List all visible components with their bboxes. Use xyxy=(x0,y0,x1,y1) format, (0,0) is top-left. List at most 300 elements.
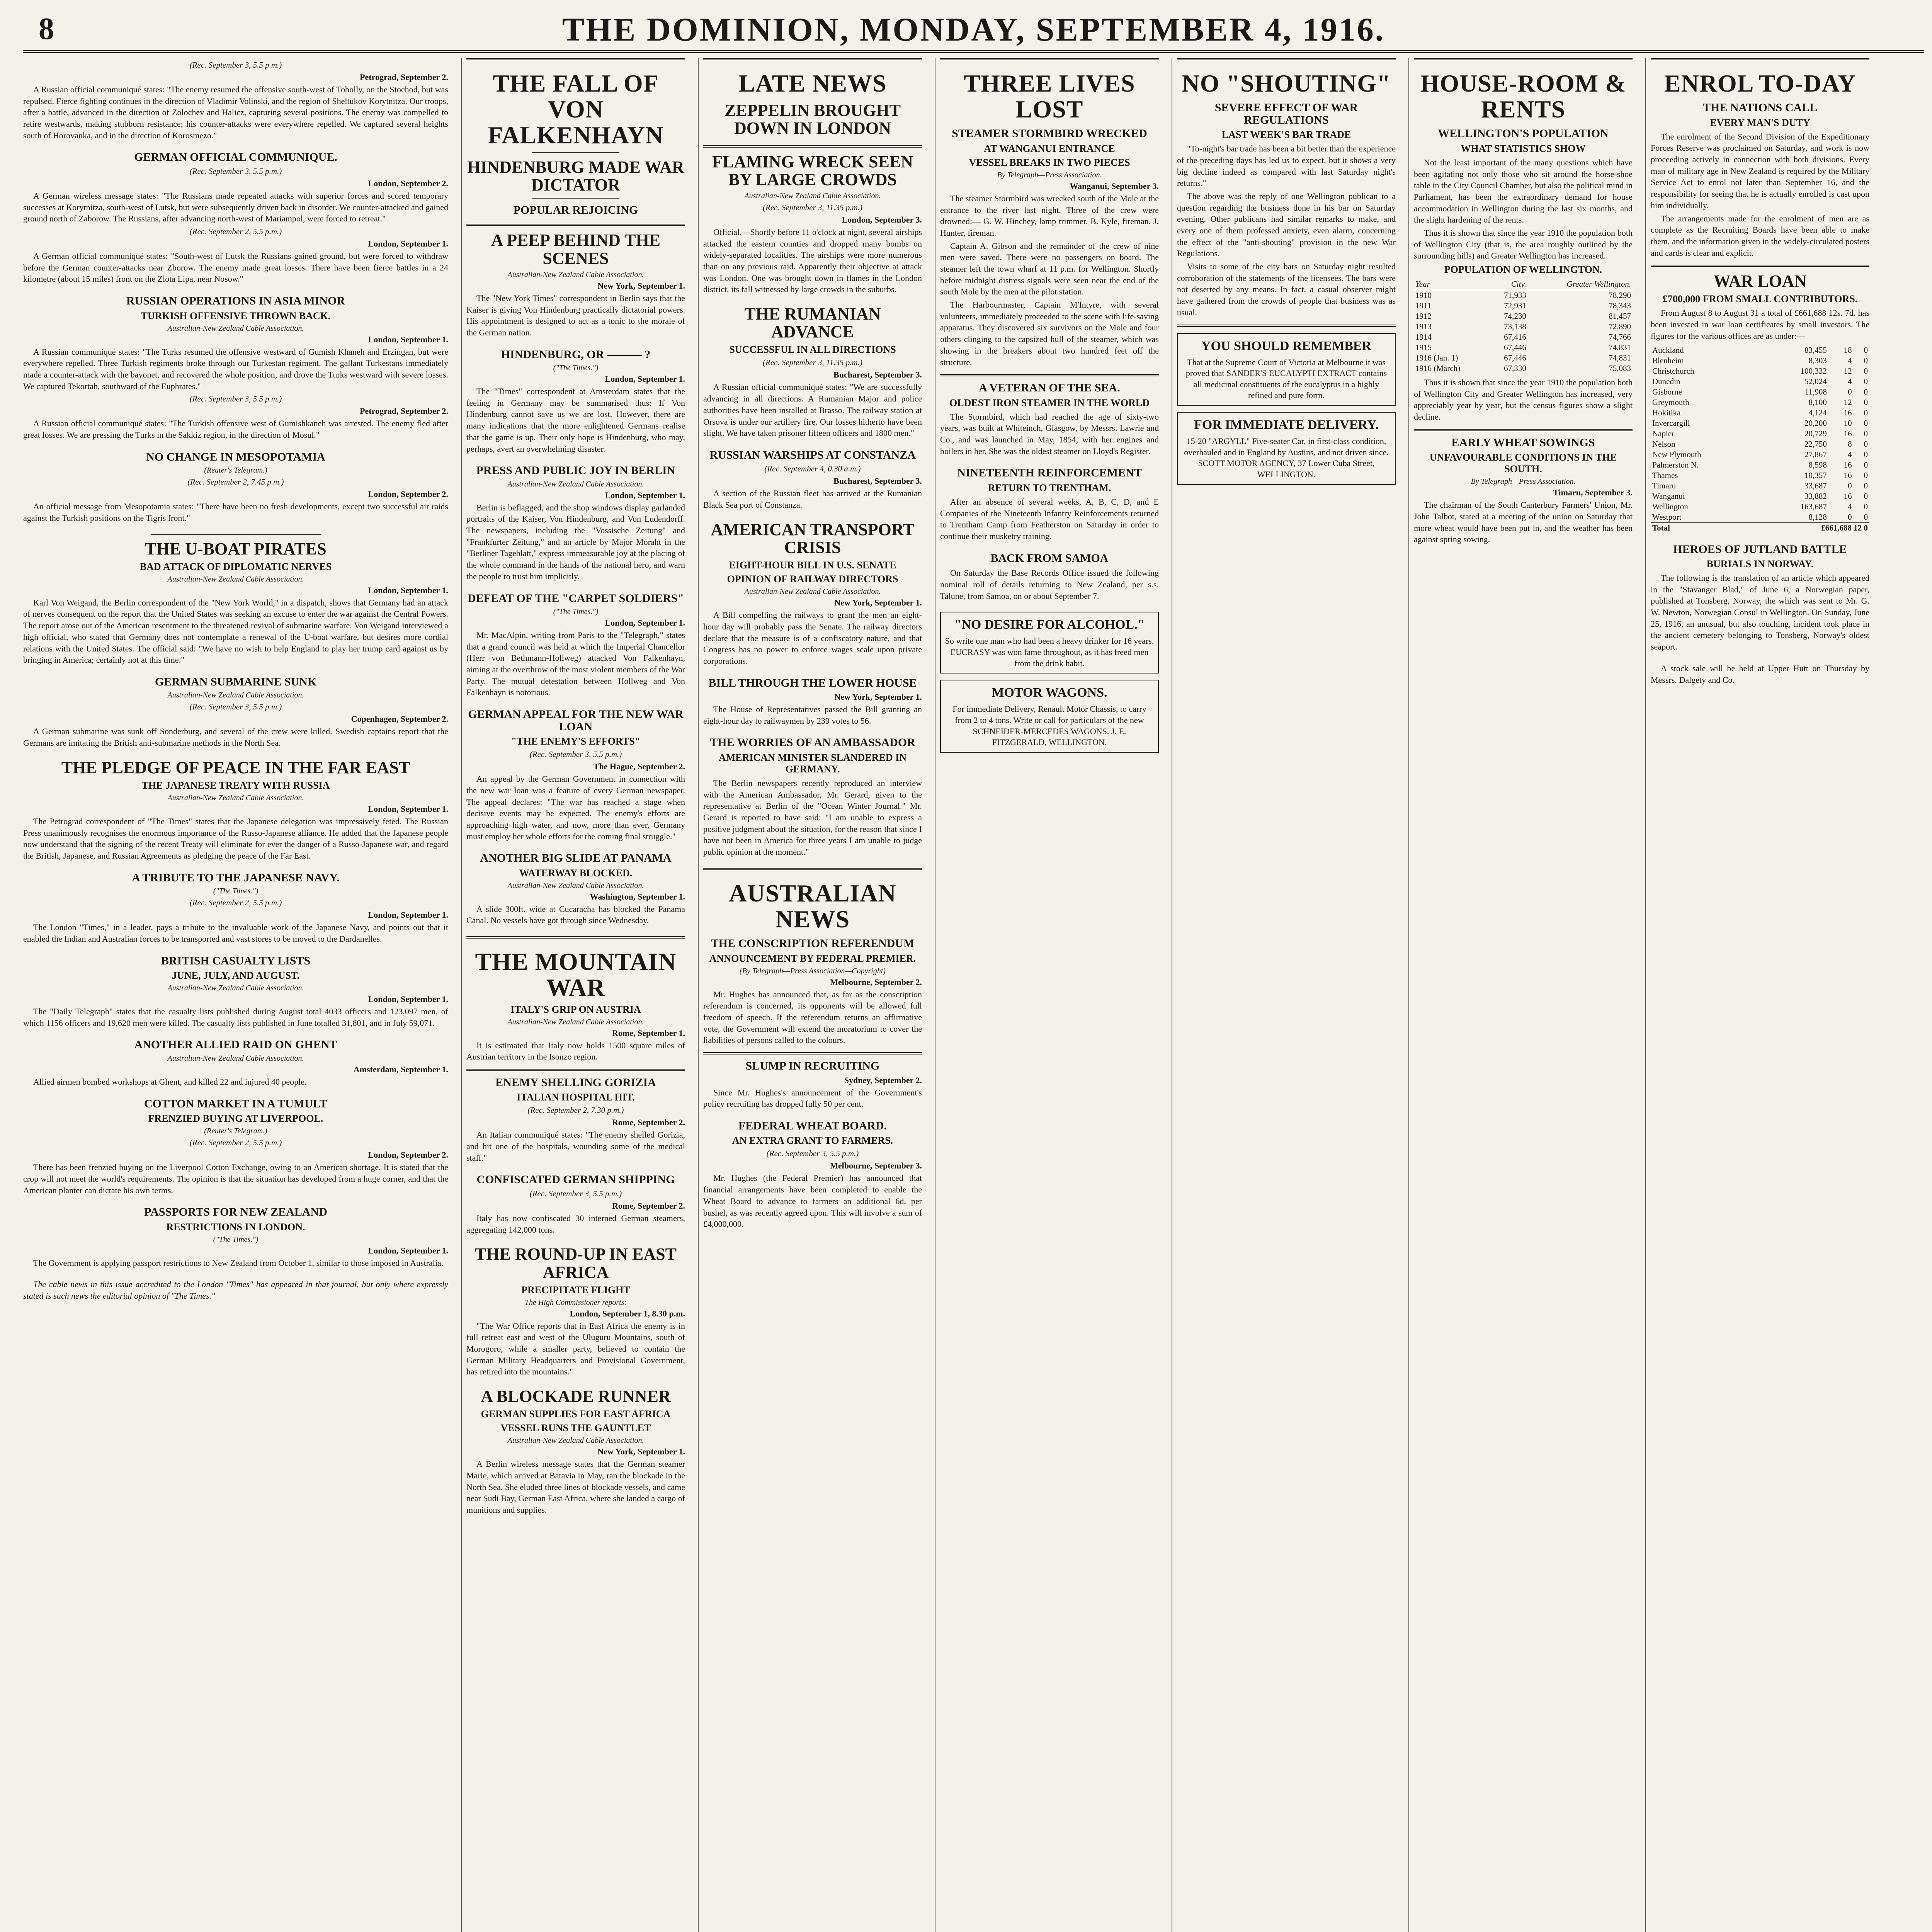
story-body: An official message from Mesopotamia states: "There have been no fresh developments, except two successful air raids against the Turkish positions on the Tigris front." xyxy=(23,502,448,523)
story-body: The "Daily Telegraph" states that the casualty lists published during August total 4033 officers and 123,097 men, of which 1156 officers and 19,620 men were killed. The casualty lists published in June totalled 31,801, and in July 59,071. xyxy=(23,1007,448,1028)
table-cell: 33,882 xyxy=(1804,491,1827,501)
credit: By Telegraph—Press Association. xyxy=(1471,477,1576,486)
headline: PASSPORTS FOR NEW ZEALAND xyxy=(144,1206,327,1219)
subheadline: EVERY MAN'S DUTY xyxy=(1710,117,1810,128)
table-cell: 0 xyxy=(1864,397,1868,407)
subheadline: UNFAVOURABLE CONDITIONS IN THE SOUTH. xyxy=(1429,452,1617,475)
table-cell: 10,357 xyxy=(1804,470,1827,480)
story-body: The steamer Stormbird was wrecked south of the Mole at the entrance to the river last night. Three of the crew were drowned:— G. W. Hinchey, lamp trimmer. B. Kyle, fireman. J. Hunter, fireman. xyxy=(940,193,1159,238)
story-press-joy xyxy=(466,464,685,582)
table-cell: 0 xyxy=(1864,418,1868,428)
credit: ("The Times.") xyxy=(553,607,599,616)
story-body: Allied airmen bombed workshops at Ghent, and killed 22 and injured 40 people. xyxy=(33,1077,307,1087)
dateline: (Rec. September 2, 7.45 p.m.) xyxy=(187,477,284,487)
table-cell: Hokitika xyxy=(1652,408,1681,417)
table-row xyxy=(1414,363,1633,374)
story-body: Thus it is shown that since the year 1910 the population both of Wellington City (that is, the area roughly outlined by the surrounding hills) and Greater Wellington has increased. xyxy=(1414,228,1633,261)
headline: DEFEAT OF THE "CARPET SOLDIERS" xyxy=(467,592,684,605)
dateline: (Rec. September 3, 5.5 p.m.) xyxy=(189,702,282,712)
headline: THE FALL OF VON FALKENHAYN xyxy=(488,70,664,149)
subheadline: POPULAR REJOICING xyxy=(513,203,638,216)
subheadline: RETURN TO TRENTHAM. xyxy=(988,482,1111,493)
place: Copenhagen, September 2. xyxy=(351,714,448,724)
table-cell: 81,457 xyxy=(1609,311,1631,321)
table-cell: 74,766 xyxy=(1609,332,1631,342)
place: Petrograd, September 2. xyxy=(360,72,448,82)
table-cell: 4 xyxy=(1848,355,1852,365)
credit: Australian-New Zealand Cable Association. xyxy=(167,324,304,333)
credit: Australian-New Zealand Cable Association. xyxy=(167,984,304,993)
headline: NO "SHOUTING" xyxy=(1182,70,1391,97)
table-row xyxy=(1414,342,1633,353)
story-body: A section of the Russian fleet has arrived at the Rumanian Black Sea port of Constanza. xyxy=(703,488,922,510)
column-3 xyxy=(698,58,922,1932)
story-body: From August 8 to August 31 a total of £661,688 12s. 7d. has been invested in war loan certificates by small investors. The figures for the various offices are as under:— xyxy=(1651,308,1869,341)
story-wheat-board xyxy=(703,1120,922,1230)
headline: HINDENBURG, OR ——— ? xyxy=(501,348,651,361)
total-label: Total xyxy=(1651,522,1762,533)
dateline: (Rec. September 3, 5.5 p.m.) xyxy=(529,750,622,759)
table-cell: 1911 xyxy=(1415,301,1432,311)
story-hindenburg xyxy=(466,349,685,455)
headline: GERMAN APPEAL FOR THE NEW WAR LOAN xyxy=(468,708,684,733)
story-body: A Russian official communiqué states: "The Turkish offensive west of Gumishkaneh was arrested. The enemy fled after great losses. We are pressing the Turks in the Sakkiz region, in the direction of Mosul." xyxy=(23,418,448,440)
place: Amsterdam, September 1. xyxy=(353,1064,448,1074)
story-body: Official.—Shortly before 11 o'clock at night, several airships attacked the eastern counties and dropped many bombs on widely-separated localities. The airships were more numerous than on any previous raid. Apparently their objective at attack was London. One was brought down in flames in the London district, its fall witnessed by large crowds in the suburbs. xyxy=(703,227,922,294)
table-row xyxy=(1651,418,1869,429)
table-cell: 1910 xyxy=(1415,291,1432,300)
table-cell: 16 xyxy=(1844,460,1852,469)
dateline: (Rec. September 2, 7.30 p.m.) xyxy=(527,1105,624,1115)
subheadline: VESSEL RUNS THE GAUNTLET xyxy=(500,1422,651,1434)
headline: A TRIBUTE TO THE JAPANESE NAVY. xyxy=(132,871,340,884)
table-cell: 0 xyxy=(1864,502,1868,511)
table-cell: 16 xyxy=(1844,429,1852,438)
story-body: The following is the translation of an article which appeared in the "Stavanger Blad," of June 6, a Norwegian paper, published at Tonsberg, Norway, the which was sent to Mr. G. W. Newton, Norwegian Consul in Wellington. On Sunday, June 25, 1916, an unusual, but also touching, incident took place in the ancient cemetery belonging to Tonsberg, Norway's oldest seaport. xyxy=(1651,573,1869,652)
place: London, September 1. xyxy=(368,334,448,344)
place: Rome, September 2. xyxy=(612,1201,685,1211)
subheadline: THE NATIONS CALL xyxy=(1702,101,1818,114)
story-body: Visits to some of the city bars on Saturday night resulted corroboration of the statements of the licensees. The bars were not deserted by any means. In fact, a casual observer might have gathered from the crowds of people that business was as usual. xyxy=(1177,262,1396,317)
headline: BRITISH CASUALTY LISTS xyxy=(161,954,311,967)
ad-headline: MOTOR WAGONS. xyxy=(992,685,1107,700)
story-body: The "New York Times" correspondent in Berlin says that the Kaiser is giving Von Hindenburg practically dictatorial powers. His appointment is designed to act as a tonic to the morale of the German nation. xyxy=(466,293,685,337)
story-warships-constanza xyxy=(703,449,922,511)
column-6 xyxy=(1408,58,1633,1932)
table-row xyxy=(1651,470,1869,481)
place: Rome, September 1. xyxy=(612,1028,685,1038)
story-german-communique xyxy=(23,151,448,285)
headline: FLAMING WRECK SEEN BY LARGE CROWDS xyxy=(712,152,913,189)
table-cell: 20,729 xyxy=(1804,429,1827,438)
headline: THE PLEDGE OF PEACE IN THE FAR EAST xyxy=(61,758,410,777)
story-body: An Italian communiqué states: "The enemy shelled Gorizia, and hit one of the hospitals, wounding some of the medical staff." xyxy=(466,1130,685,1163)
story-confiscated-shipping xyxy=(466,1173,685,1235)
table-cell: 0 xyxy=(1848,481,1852,490)
table-cell: 72,931 xyxy=(1504,301,1526,311)
place: London, September 1. xyxy=(368,585,448,595)
subheadline: THE CONSCRIPTION REFERENDUM xyxy=(711,937,915,950)
table-row xyxy=(1651,449,1869,460)
credit: Australian-New Zealand Cable Association. xyxy=(507,480,644,488)
story-body: Mr. Hughes (the Federal Premier) has announced that financial arrangements have been completed to enable the Wheat Board to advance to farmers an additional 6d. per bushel, as was recently agreed upon. This will involve a sum of £4,000,000. xyxy=(703,1173,922,1229)
table-row xyxy=(1651,491,1869,502)
story-body: The above was the reply of one Wellington publican to a question regarding the business done in his bar on Saturday evening. Other publicans had similar remarks to make, and every one of them professed anxiety, even alarm, concerning the effect of the "anti-shouting" provision in the new War Regulations. xyxy=(1177,191,1396,259)
table-cell: 27,867 xyxy=(1804,449,1827,459)
table-cell: Auckland xyxy=(1652,345,1684,355)
subheadline: THE JAPANESE TREATY WITH RUSSIA xyxy=(141,779,330,791)
cable-note: The cable news in this issue accredited to the London "Times" has appeared in that journal, but only where expressly stated is such news the editorial opinion of "The Times." xyxy=(23,1279,448,1301)
story-body: A Russian official communiqué states: "The enemy resumed the offensive south-west of Tobolly, on the Stochod, but was repulsed. Fierce fighting continues in the direction of Vladimir Volinski, and the region of Sheltukov Korytnitza. Our troops, after a battle, advanced in the direction of Zolochev and Halicz, capturing several positions. The enemy was compelled to retire westwards, making stubborn resistance; his counter-attacks were everywhere repelled. We captured several heights south of Horovanka, and in the direction of Korosmezo." xyxy=(23,85,448,140)
headline: HEROES OF JUTLAND BATTLE xyxy=(1673,543,1847,556)
subheadline: OLDEST IRON STEAMER IN THE WORLD xyxy=(949,397,1150,408)
table-cell: Christchurch xyxy=(1652,366,1694,376)
subheadline: PRECIPITATE FLIGHT xyxy=(521,1284,630,1296)
stock-sale-notice: A stock sale will be held at Upper Hutt on Thursday by Messrs. Dalgety and Co. xyxy=(1651,663,1869,685)
place: London, September 3. xyxy=(842,214,922,224)
credit: ("The Times.") xyxy=(553,364,599,372)
table-cell: 74,831 xyxy=(1609,353,1631,363)
credit: (Reuter's Telegram.) xyxy=(204,466,267,475)
story-body: The chairman of the South Canterbury Farmers' Union, Mr. John Talbot, stated at a meeting of the union on Saturday that more wheat would have been put in, and the weather has been against spring sowing. xyxy=(1414,500,1633,544)
subheadline: AMERICAN MINISTER SLANDERED IN GERMANY. xyxy=(718,752,907,775)
table-cell: 4 xyxy=(1848,449,1852,459)
place: New York, September 1. xyxy=(834,598,922,608)
story-uboat xyxy=(23,540,448,666)
table-cell: 8,128 xyxy=(1808,512,1827,522)
subheadline: STEAMER STORMBIRD WRECKED xyxy=(952,127,1147,140)
story-japanese-navy xyxy=(23,872,448,945)
table-cell: 1915 xyxy=(1415,343,1432,352)
story-falkenhayn xyxy=(466,58,685,226)
table-cell: Timaru xyxy=(1652,481,1676,490)
subheadline: "THE ENEMY'S EFFORTS" xyxy=(511,736,641,747)
headline: AMERICAN TRANSPORT CRISIS xyxy=(711,520,915,557)
story-reinforcement xyxy=(940,467,1159,542)
headline: THE ROUND-UP IN EAST AFRICA xyxy=(475,1245,677,1282)
headline: THE U-BOAT PIRATES xyxy=(145,539,327,558)
table-cell: 163,687 xyxy=(1800,502,1827,511)
table-row xyxy=(1651,502,1869,512)
headline: RUSSIAN OPERATIONS IN ASIA MINOR xyxy=(126,294,345,308)
table-cell: Greymouth xyxy=(1652,397,1689,407)
place: London, September 1, 8.30 p.m. xyxy=(570,1308,685,1318)
story-body: Italy has now confiscated 30 interned German steamers, aggregating 142,000 tons. xyxy=(466,1213,685,1235)
table-row xyxy=(1651,481,1869,491)
story-three-lives-lost xyxy=(940,58,1159,376)
place: Bucharest, September 3. xyxy=(833,370,922,380)
dateline: (Rec. September 3, 5.5 p.m.) xyxy=(189,394,282,404)
headline: THE MOUNTAIN WAR xyxy=(475,948,677,1002)
page-number: 8 xyxy=(39,12,54,46)
table-total-row xyxy=(1651,522,1869,533)
subheadline: BAD ATTACK OF DIPLOMATIC NERVES xyxy=(139,561,332,572)
table-cell: 8,598 xyxy=(1808,460,1827,469)
headline: A VETERAN OF THE SEA. xyxy=(979,381,1120,395)
story-east-africa xyxy=(466,1245,685,1378)
headline: A PEEP BEHIND THE SCENES xyxy=(491,231,661,268)
story-submarine-sunk xyxy=(23,676,448,749)
table-heading: POPULATION OF WELLINGTON. xyxy=(1444,264,1602,276)
column-2 xyxy=(461,58,685,1932)
dateline: (Rec. September 3, 5.5 p.m.) xyxy=(189,166,282,176)
table-cell: 20,200 xyxy=(1804,418,1827,428)
advertisement-immediate-delivery xyxy=(1177,412,1396,485)
story-ambassador xyxy=(703,736,922,857)
headline: CONFISCATED GERMAN SHIPPING xyxy=(476,1173,675,1186)
table-cell: 71,933 xyxy=(1504,291,1526,300)
table-body xyxy=(1651,345,1869,523)
subheadline: £700,000 FROM SMALL CONTRIBUTORS. xyxy=(1662,293,1858,305)
table-cell: 11,908 xyxy=(1804,387,1827,396)
table-cell: 0 xyxy=(1864,449,1868,459)
table-cell: Blenheim xyxy=(1652,355,1684,365)
table-row xyxy=(1651,429,1869,439)
table-cell: 83,455 xyxy=(1804,345,1827,355)
subheadline: ITALY'S GRIP ON AUSTRIA xyxy=(510,1003,641,1015)
place: The Hague, September 2. xyxy=(593,762,685,772)
table-column-header: Greater Wellington. xyxy=(1528,279,1633,290)
story-body: A slide 300ft. wide at Cucaracha has blocked the Panama Canal. No vessels have got through since Wednesday. xyxy=(466,904,685,925)
story-body: The London "Times," in a leader, pays a tribute to the invaluable work of the Japanese Navy, and points out that it enabled the Indian and Australian forces to be transported and vast stores to be moved to the Dardanelles. xyxy=(23,922,448,944)
table-cell: 0 xyxy=(1864,387,1868,396)
credit: Australian-New Zealand Cable Association. xyxy=(744,587,881,596)
table-row xyxy=(1651,355,1869,366)
table-cell: 0 xyxy=(1864,491,1868,501)
headline: THE RUMANIAN ADVANCE xyxy=(744,304,881,342)
table-cell: 4 xyxy=(1848,502,1852,511)
table-cell: 4 xyxy=(1848,376,1852,386)
subheadline: WELLINGTON'S POPULATION xyxy=(1438,127,1609,140)
table-cell: 74,831 xyxy=(1609,343,1631,352)
table-cell: 78,290 xyxy=(1609,291,1631,300)
table-column-header: Year xyxy=(1414,279,1488,290)
table-cell: 16 xyxy=(1844,491,1852,501)
table-cell: 1916 (March) xyxy=(1415,364,1461,373)
table-cell: Napier xyxy=(1652,429,1675,438)
story-body: The Berlin newspapers recently reproduced an interview with the American Ambassador, Mr. Gerard, given to the representative at Berlin of the "Ocean Winter Journal." Mr. Gerard is reported to have said: "I am unable to express a positive judgment about the situation, for the reason that since I have not been in America for three years I am unable to judge public opinion at the moment." xyxy=(703,778,922,857)
table-row xyxy=(1651,376,1869,387)
subheadline: TURKISH OFFENSIVE THROWN BACK. xyxy=(141,310,331,321)
subheadline: ANNOUNCEMENT BY FEDERAL PREMIER. xyxy=(709,952,916,964)
table-cell: Gisborne xyxy=(1652,387,1682,396)
masthead xyxy=(23,8,1924,53)
dateline: (Rec. September 3, 5.5 p.m.) xyxy=(766,1149,859,1158)
ad-headline: YOU SHOULD REMEMBER xyxy=(1201,338,1372,353)
headline: RUSSIAN WARSHIPS AT CONSTANZA xyxy=(709,448,916,461)
credit: Australian-New Zealand Cable Association. xyxy=(167,575,304,583)
table-cell: 0 xyxy=(1864,481,1868,490)
place: London, September 1. xyxy=(605,618,685,628)
table-row xyxy=(1651,397,1869,408)
headline: BACK FROM SAMOA xyxy=(990,551,1109,565)
headline: FEDERAL WHEAT BOARD. xyxy=(738,1119,887,1132)
story-australian-news xyxy=(703,868,922,1054)
story-body: "The War Office reports that in East Africa the enemy is in full retreat east and west of the Uluguru Mountains, south of Morogoro, while a smaller party, believed to contain the German Military Headquarters and Provisional Government, has retired into the mountains." xyxy=(466,1321,685,1377)
table-cell: Wellington xyxy=(1652,502,1688,511)
story-body: Karl Von Weigand, the Berlin correspondent of the "New York World," in a dispatch, shows that Germany had an attack of nerves consequent on the report that the United States was seeking an excuse to enter the war against the Central Powers. The report arose out of the American resentment to the threatened revival of submarine warfare. Von Weigand interviewed a high official, who stated that Germany does not contemplate a renewal of the U-boat warfare, but desires more cordial relations with the United States. The official said: "We have no wish to help England to play her trump card against us by bringing in America; certainly not at this time." xyxy=(23,597,448,665)
story-body: The Government is applying passport restrictions to New Zealand from October 1, similar to those imposed in Australia. xyxy=(33,1258,444,1268)
headline: EARLY WHEAT SOWINGS xyxy=(1451,436,1595,449)
subheadline: AT WANGANUI ENTRANCE xyxy=(984,143,1115,154)
headline: HOUSE-ROOM & RENTS xyxy=(1420,70,1626,123)
story-body: The Harbourmaster, Captain M'Intyre, with several volunteers, immediately proceeded to the scene with life-saving apparatus. They discovered six survivors on the Mole and four others clinging to the capsized hull of the steamer, which was showing in the breakers about two hundred feet off the structure. xyxy=(940,300,1159,367)
place: London, September 1. xyxy=(605,374,685,384)
headline: THE WORRIES OF AN AMBASSADOR xyxy=(710,736,915,749)
story-no-shouting xyxy=(1177,58,1396,327)
ad-headline: FOR IMMEDIATE DELIVERY. xyxy=(1194,418,1379,432)
place: Timaru, September 3. xyxy=(1553,488,1633,498)
story-body: Since Mr. Hughes's announcement of the Government's policy recruiting has dropped fully 50 per cent. xyxy=(703,1087,922,1109)
table-cell: 74,230 xyxy=(1504,311,1526,321)
headline: ENROL TO-DAY xyxy=(1664,70,1856,97)
table-row xyxy=(1651,387,1869,397)
place: Sydney, September 2. xyxy=(844,1075,922,1085)
war-loan-table xyxy=(1651,345,1869,533)
table-row xyxy=(1414,353,1633,363)
story-mesopotamia xyxy=(23,451,448,524)
table-cell: 100,332 xyxy=(1800,366,1827,376)
credit: By Telegraph—Press Association. xyxy=(997,170,1102,179)
story-gorizia xyxy=(466,1077,685,1164)
table-cell: 0 xyxy=(1864,408,1868,417)
story-back-from-samoa xyxy=(940,552,1159,602)
table-cell: Invercargill xyxy=(1652,418,1690,428)
table-cell: 0 xyxy=(1864,429,1868,438)
story-body: The House of Representatives passed the Bill granting an eight-hour day to railwaymen by 239 votes to 56. xyxy=(703,704,922,726)
ad-headline: "NO DESIRE FOR ALCOHOL." xyxy=(954,617,1145,632)
story-late-news xyxy=(703,58,922,148)
table-cell: 33,687 xyxy=(1804,481,1827,490)
ad-body: So write one man who had been a heavy drinker for 16 years. EUCRASY was won fame throughout, as it has freed men from the drink habit. xyxy=(945,636,1154,668)
story-body: Captain A. Gibson and the remainder of the crew of nine men were saved. There were no passengers on board. The steamer left the town wharf at 11 p.m. for Wellington. Shortly before midnight distress signals were seen near the end of the south Mole by the men at the pilot station. xyxy=(940,241,1159,297)
table-cell: 1912 xyxy=(1415,311,1432,321)
table-row xyxy=(1414,290,1633,301)
subheadline: ZEPPELIN BROUGHT DOWN IN LONDON xyxy=(724,101,901,138)
table-cell: 0 xyxy=(1864,366,1868,376)
story-body: The enrolment of the Second Division of the Expeditionary Forces Reserve was proclaimed on Saturday, and work is now proceeding actively in connection with both divisions. Every man of military age in New Zealand is required by the Military Service Act to enrol not later than September 16, and the responsibility for seeing that he is actually enrolled is cast upon him individually. xyxy=(1651,131,1869,210)
headline: GERMAN SUBMARINE SUNK xyxy=(155,675,317,688)
table-cell: 0 xyxy=(1864,439,1868,449)
table-cell: 4,124 xyxy=(1808,408,1827,417)
place: Washington, September 1. xyxy=(590,891,685,901)
place: New York, September 1. xyxy=(834,692,922,702)
column-5 xyxy=(1172,58,1396,1932)
table-row xyxy=(1651,439,1869,449)
table-cell: 1914 xyxy=(1415,332,1432,342)
story-body: It is estimated that Italy now holds 1500 square miles of Austrian territory in the Isonzo region. xyxy=(466,1040,685,1062)
dateline: (Rec. September 2, 5.5 p.m.) xyxy=(189,898,282,908)
column-4 xyxy=(935,58,1159,1932)
table-cell: Nelson xyxy=(1652,439,1675,449)
population-table xyxy=(1414,279,1633,374)
table-body xyxy=(1414,290,1633,374)
dateline: (Rec. September 3, 11.35 p.m.) xyxy=(763,202,862,212)
advertisement-motor-wagons xyxy=(940,680,1159,753)
subheadline: GERMAN SUPPLIES FOR EAST AFRICA xyxy=(481,1408,671,1420)
table-cell: Dunedin xyxy=(1652,376,1680,386)
dateline: (Rec. September 3, 11.35 p.m.) xyxy=(763,358,862,367)
column-7 xyxy=(1645,58,1869,1932)
story-body: After an absence of several weeks, A, B, C, D, and E Companies of the Nineteenth Infantry Reinforcements returned to Trentham Camp from Featherston on Saturday in order to continue their musketry training. xyxy=(940,497,1159,541)
table-cell: 8,303 xyxy=(1808,355,1827,365)
subheadline: EIGHT-HOUR BILL IN U.S. SENATE xyxy=(729,560,896,571)
table-cell: 16 xyxy=(1844,470,1852,480)
headline: ENEMY SHELLING GORIZIA xyxy=(495,1076,656,1089)
story-jutland-heroes xyxy=(1651,543,1869,653)
subheadline: SEVERE EFFECT OF WAR REGULATIONS xyxy=(1214,101,1358,126)
story-body: A Berlin wireless message states that the German steamer Marie, which arrived at Batavia in May, ran the blockade in the North Sea. She eluded three lines of blockade vessels, and came near Sudi Bay, German East Africa, where she landed a cargo of munitions and supplies. xyxy=(466,1459,685,1515)
story-body: A German official communiqué states: "South-west of Lutsk the Russians gained ground, but were forced to withdraw before the German counter-attacks near Zborow. The enemy made great losses. There have been fierce battles in a 24 kilometre (about 15 miles) front on the Zlota Lipa, near Nosow." xyxy=(23,251,448,284)
story-body: There has been frenzied buying on the Liverpool Cotton Exchange, owing to an American shortage. It is stated that the crop will not meet the world's requirements. The opinion is that the situation has developed from a huge corner, and that the American planter can dictate his own terms. xyxy=(23,1162,448,1195)
headline: A BLOCKADE RUNNER xyxy=(481,1387,671,1406)
table-column-header: City. xyxy=(1488,279,1528,290)
table-cell: 0 xyxy=(1864,345,1868,355)
place: Melbourne, September 3. xyxy=(830,1161,922,1171)
subheadline: WHAT STATISTICS SHOW xyxy=(1461,143,1586,154)
subheadline: ITALIAN HOSPITAL HIT. xyxy=(517,1092,635,1103)
table-cell: 12 xyxy=(1844,366,1852,376)
headline: WAR LOAN xyxy=(1713,272,1807,291)
place: Wanganui, September 3. xyxy=(1070,181,1159,191)
story-casualty-lists xyxy=(23,955,448,1029)
story-pledge-of-peace xyxy=(23,759,448,862)
table-cell: 12 xyxy=(1844,397,1852,407)
headline: LATE NEWS xyxy=(738,70,887,97)
ad-body: That at the Supreme Court of Victoria at Melbourne it was proved that SANDER'S EUCALYPTI EXTRACT contains all medicinal constituents of the eucalyptus in a highly refined and pure form. xyxy=(1185,357,1387,400)
table-cell: 16 xyxy=(1844,408,1852,417)
credit: The High Commissioner reports: xyxy=(524,1298,627,1307)
story-body: A German wireless message states: "The Russians made repeated attacks with superior forces and scored temporary successes at Korytnitza, south-west of Lutsk, but were subsequently driven back in disorder. We counter-attacked and gained ground north of Zaborow. The Russians, after advancing north-west of Mariampol, were forced to retreat." xyxy=(23,190,448,224)
subheadline: BURIALS IN NORWAY. xyxy=(1706,558,1814,570)
ad-body: For immediate Delivery, Renault Motor Chassis, to carry from 2 to 4 tons. Write or call for particulars of the new SCHNEIDER-MERCEDES WAGONS. J. E. FITZGERALD, WELLINGTON. xyxy=(952,704,1146,747)
place: London, September 1. xyxy=(605,490,685,500)
subheadline: OPINION OF RAILWAY DIRECTORS xyxy=(727,573,898,585)
story-body: An appeal by the German Government in connection with the new war loan was a feature of every German newspaper. The appeal declares: "The war has reached a stage when decisive events may be expected. The enemy's efforts are approaching high water, and now, more than ever, Germany must employ her whole efforts for the coming final struggle." xyxy=(466,774,685,841)
credit: (Reuter's Telegram.) xyxy=(204,1127,267,1136)
ad-body: 15-20 "ARGYLL" Five-seater Car, in first-class condition, overhauled and in England by Austins, and not driven since. SCOTT MOTOR AGENCY, 37 Lower Cuba Street, WELLINGTON. xyxy=(1184,436,1389,480)
story-body: The arrangements made for the enrolment of men are as complete as the Recruiting Boards have been able to make them, and the information given in the widely-circulated posters and cards is clear and explicit. xyxy=(1651,213,1869,258)
dateline: (Rec. September 3, 5.5 p.m.) xyxy=(529,1189,622,1198)
headline: ANOTHER ALLIED RAID ON GHENT xyxy=(134,1038,337,1051)
advertisement-alcohol xyxy=(940,612,1159,673)
table-row xyxy=(1651,408,1869,418)
story-body: A Russian communiqué states: "The Turks resumed the offensive westward of Gumish Khaneh and Erzingan, but were everywhere repelled. Three Turkish regiments broke through our Turkestan regiment. The gallant Turkestans immediately made a counter-attack with the bayonet, and recovered the whole position, and drove the Turks westward with severe losses. We captured Tekortah, southward of the Euphrates." xyxy=(23,347,448,391)
headline: NO CHANGE IN MESOPOTAMIA xyxy=(146,450,325,463)
place: London, September 1. xyxy=(368,804,448,814)
story-panama-slide xyxy=(466,852,685,926)
table-cell: Palmerston N. xyxy=(1652,460,1699,469)
credit: Australian-New Zealand Cable Association. xyxy=(507,881,644,890)
table-cell: 0 xyxy=(1848,512,1852,522)
columns xyxy=(23,58,1924,1932)
table-cell: 1916 (Jan. 1) xyxy=(1415,353,1458,363)
table-cell: 67,330 xyxy=(1504,364,1526,373)
table-cell: 0 xyxy=(1864,355,1868,365)
headline: GERMAN OFFICIAL COMMUNIQUE. xyxy=(134,151,337,164)
headline: NINETEENTH REINFORCEMENT xyxy=(957,466,1142,480)
place: Bucharest, September 3. xyxy=(833,476,922,486)
advertisement-remember xyxy=(1177,333,1396,406)
table-cell: 0 xyxy=(1864,512,1868,522)
table-cell: 1913 xyxy=(1415,322,1432,332)
story-body: The Stormbird, which had reached the age of sixty-two years, was built at Whiteinch, Glasgow, by Messrs. Lawrie and Co., and was launched in May, 1854, with her engines and boilers in her. She was the oldest steamer on Lloyd's Register. xyxy=(940,412,1159,456)
story-body: "To-night's bar trade has been a bit better than the experience of the preceding days has led us to expect, but it shows a very big decline indeed as compared with last Saturday night's returns." xyxy=(1177,144,1396,188)
table-row xyxy=(1651,366,1869,376)
subheadline: VESSEL BREAKS IN TWO PIECES xyxy=(969,156,1130,168)
story-recruiting xyxy=(703,1060,922,1110)
table-cell: Westport xyxy=(1652,512,1682,522)
